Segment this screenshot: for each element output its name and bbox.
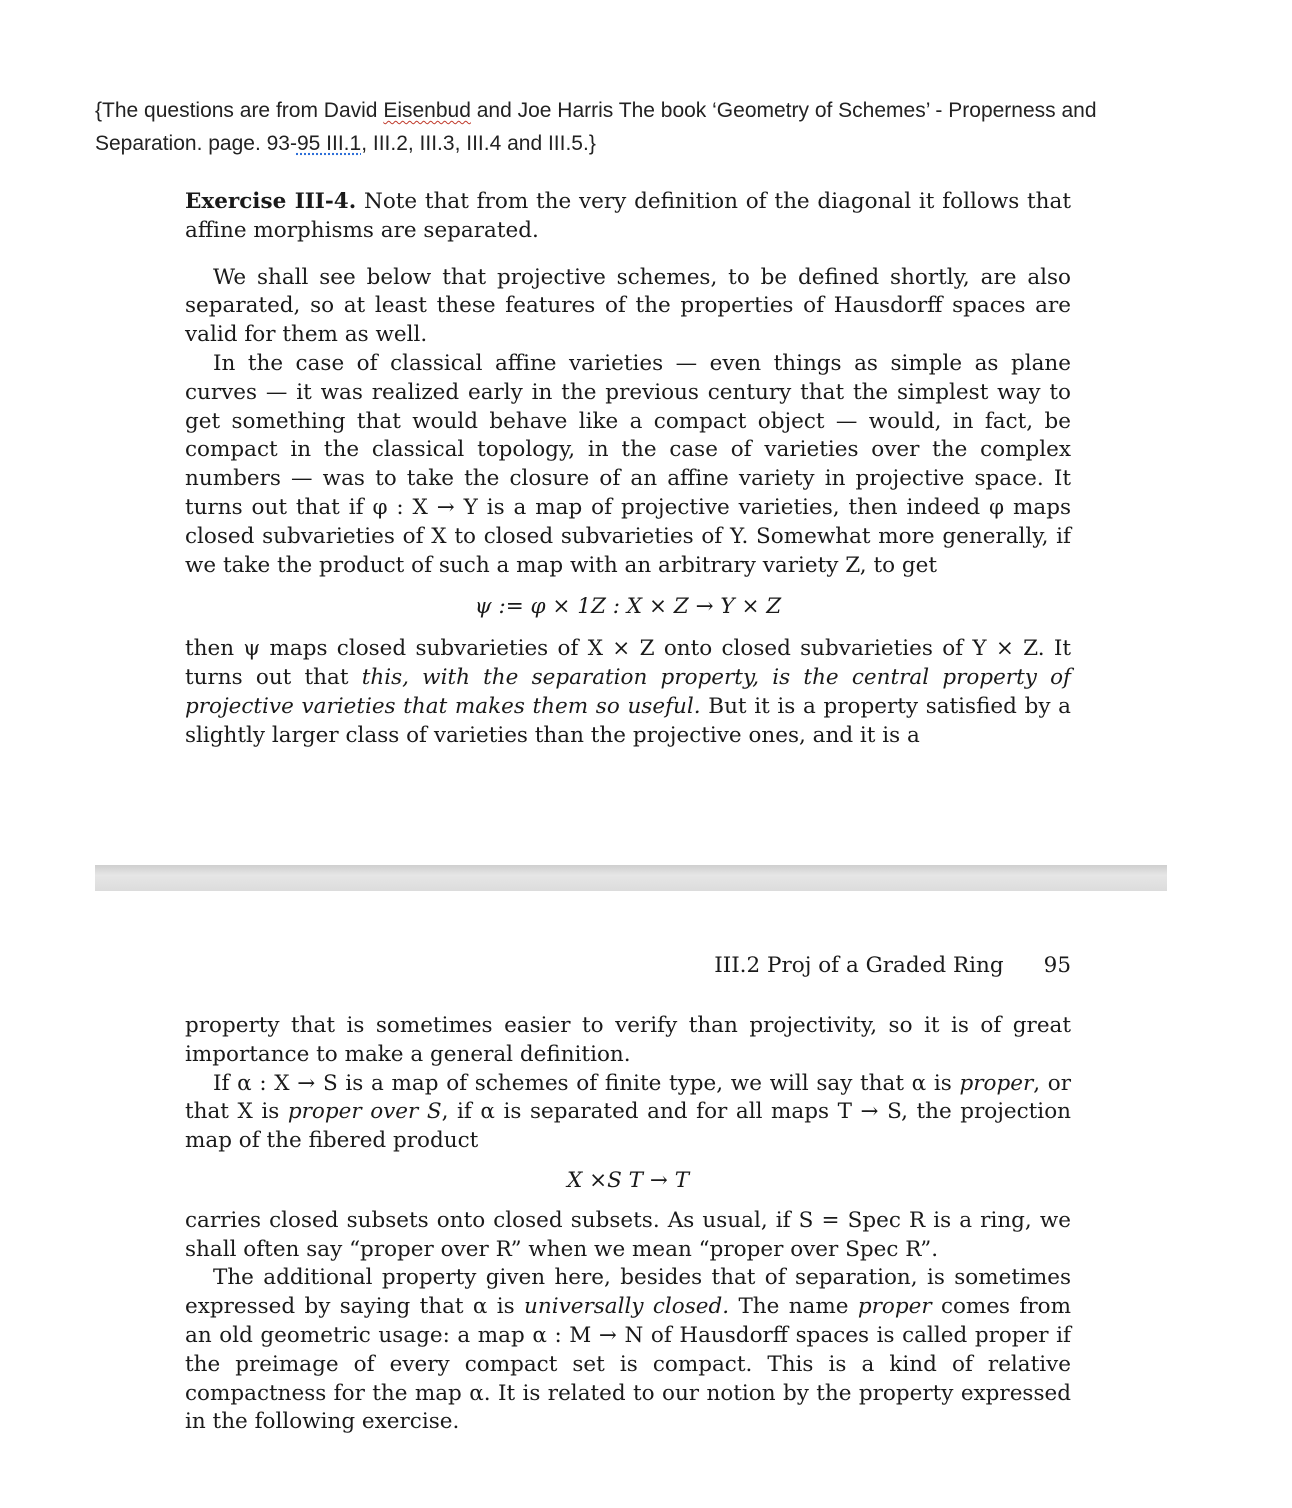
text-run: If α : X → S is a map of schemes of finite type, we will say that α is — [213, 1070, 960, 1096]
emphasis-text: proper over S — [287, 1099, 442, 1125]
text-run: The name — [729, 1294, 858, 1320]
emphasis-text: this, with the separation property, is the central property of projective varieties that makes them so useful. — [185, 664, 1071, 719]
text-run: comes from an old geometric usage: a map α : M → N of Hausdorff spaces is called proper if the preimage of every compact set is compact. This is a kind of relative compactness for the map α. It is related to our notion by the property expressed in the following exercise. — [185, 1294, 1071, 1435]
running-head — [185, 953, 1071, 978]
display-equation-psi: ψ := φ × 1Z : X × Z → Y × Z — [474, 594, 782, 620]
spellcheck-word: Eisenbud — [383, 99, 471, 122]
display-equation-fibered-product: X ×S T → T — [566, 1167, 690, 1193]
emphasis-text: proper — [959, 1070, 1034, 1096]
exercise-text: Note that from the very definition of the diagonal it follows that affine morphisms are separated. — [185, 189, 1071, 243]
page-94-excerpt — [185, 188, 1071, 750]
paragraph-proper-definition — [185, 1070, 1071, 1156]
paragraph-universally-closed — [185, 1264, 1071, 1437]
paragraph-general-definition: property that is sometimes easier to verify than projectivity, so it is of great importance to make a general definition. — [185, 1013, 1071, 1067]
text-run: then ψ maps closed subvarieties of X × Z onto closed subvarieties of Y × Z. It turns out that — [185, 636, 1071, 690]
paragraph-central-property — [185, 635, 1071, 750]
exercise-paragraph — [185, 188, 1071, 246]
header-text: and Joe Harris The book ‘Geometry of Schemes’ - Properness and Separation. page. 93- — [95, 99, 1097, 155]
emphasis-text: proper — [857, 1294, 932, 1320]
text-run: The additional property given here, besides that of separation, is sometimes expressed by saying that α is — [185, 1265, 1071, 1320]
exercise-label: Exercise III-4. — [185, 189, 357, 214]
text-run: , if α is separated and for all maps T → S, the projection map of the fibered product — [185, 1099, 1071, 1154]
header-text: , III.2, III.3, III.4 and III.5.} — [361, 132, 596, 155]
text-run: But it is a property satisfied by a slightly larger class of varieties than the projective ones, and it is a — [185, 693, 1071, 748]
page-number: 95 — [1043, 953, 1071, 978]
paragraph-separated: We shall see below that projective schemes, to be defined shortly, are also separated, so at least these features of the properties of Hausdorff spaces are valid for them as well. — [185, 264, 1071, 348]
page-divider — [95, 865, 1167, 891]
running-head-title: III.2 Proj of a Graded Ring — [714, 953, 1004, 978]
paragraph-classical-varieties: In the case of classical affine varieties — even things as simple as plane curves — it was realized early in the previous century that the simplest way to get something that would behave like a compact object — would, in fact, be compact in the classical topology, in the case of varieties over the complex numbers — was to take the closure of an affine variety in projective space. It turns out that if φ : X → Y is a map of projective varieties, then indeed φ maps closed subvarieties of X to closed subvarieties of Y. Somewhat more generally, if we take the product of such a map with an arbitrary variety Z, to get — [185, 350, 1071, 578]
page-95-excerpt — [185, 1012, 1071, 1437]
paragraph-closed-subsets: carries closed subsets onto closed subsets. As usual, if S = Spec R is a ring, we shall often say “proper over R” when we mean “proper over Spec R”. — [185, 1207, 1071, 1262]
question-header-note — [95, 94, 1205, 160]
emphasis-text: universally closed. — [524, 1294, 730, 1320]
header-link-text[interactable]: 95 III.1 — [296, 132, 362, 155]
text-run: , or that X is — [185, 1070, 1071, 1125]
header-text: {The questions are from David — [95, 99, 384, 122]
